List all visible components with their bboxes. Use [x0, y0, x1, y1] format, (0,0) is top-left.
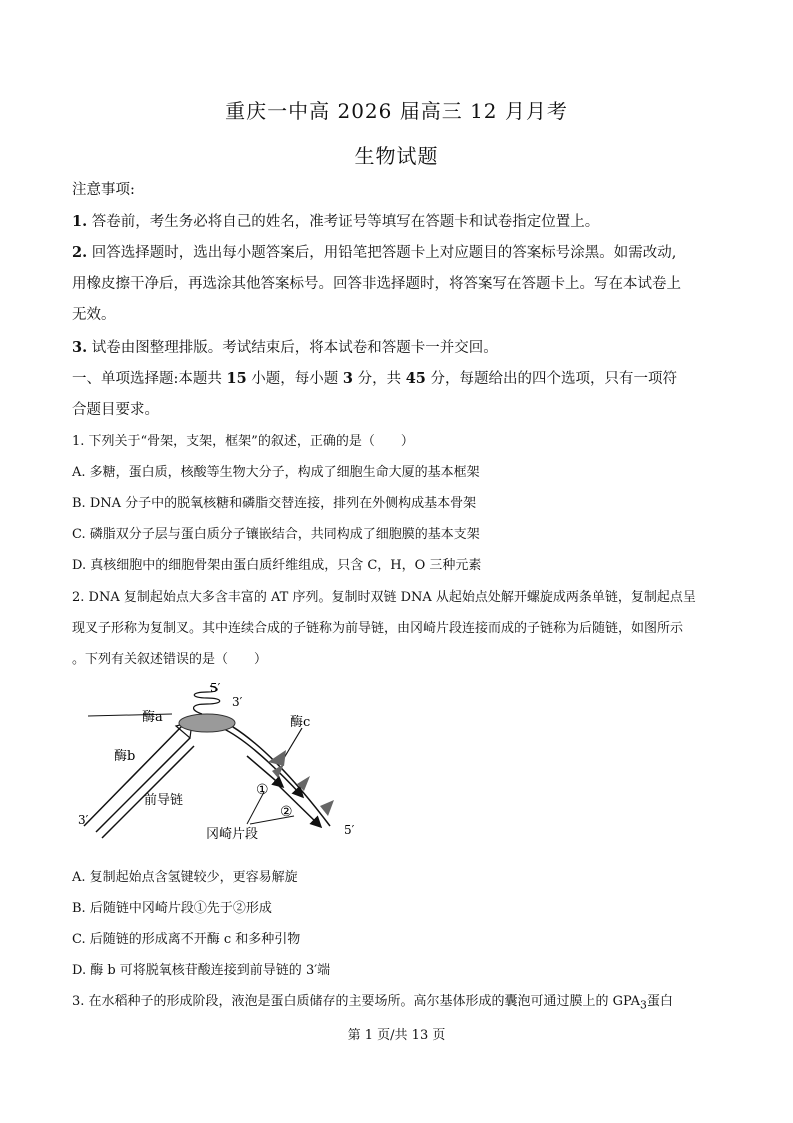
label-3prime-top: 3′	[232, 695, 243, 709]
parent-strand-left-outer	[84, 726, 182, 826]
note-2-text-a: 回答选择题时，选出每小题答案后，用铅笔把答题卡上对应题目的答案标号涂黑。如需改动,	[91, 245, 677, 261]
q1-option-b: B. DNA 分子中的脱氧核糖和磷脂交替连接，排列在外侧构成基本骨架	[72, 496, 477, 511]
note-1-number: 1.	[72, 213, 88, 230]
section-text-3: 分，共	[357, 371, 402, 387]
note-3-number: 3.	[72, 339, 88, 356]
q1-option-d: D. 真核细胞中的细胞骨架由蛋白质纤维组成，只含 C，H，O 三种元素	[72, 558, 482, 573]
label-enzyme-c: 酶c	[290, 715, 311, 730]
q1-option-c: C. 磷脂双分子层与蛋白质分子镶嵌结合，共同构成了细胞膜的基本支架	[72, 527, 480, 542]
q2-option-d: D. 酶 b 可将脱氧核苷酸连接到前导链的 3′端	[72, 963, 331, 978]
q3-stem-text: 3. 在水稻种子的形成阶段，液泡是蛋白质储存的主要场所。高尔基体形成的囊泡可通过膜上的 GPA	[72, 994, 640, 1009]
note-3	[72, 336, 732, 357]
q3-stem-text-end: 蛋白	[646, 994, 673, 1009]
q2-stem-line-3: 。下列有关叙述错误的是（ ）	[72, 652, 268, 667]
enzyme-c-pointer	[284, 728, 302, 758]
q3-stem-line-1	[72, 990, 732, 1012]
page-title: 重庆一中高 2026 届高三 12 月月考	[225, 99, 568, 123]
section-question-count: 15	[226, 370, 247, 387]
replication-fork-diagram	[72, 676, 372, 851]
label-fragment-1: ①	[256, 782, 269, 798]
section-text-4: 分，每题给出的四个选项，只有一项符	[430, 371, 678, 387]
note-2-number: 2.	[72, 244, 88, 261]
label-3prime-left: 3′	[78, 813, 89, 827]
label-leading-strand: 前导链	[144, 793, 184, 808]
q2-stem-line-2: 现叉子形称为复制叉。其中连续合成的子链称为前导链，由冈崎片段连接而成的子链称为后随链，如图所示	[72, 621, 684, 636]
section-text-2: 小题，每小题	[251, 371, 339, 387]
label-okazaki: 冈崎片段	[206, 827, 259, 842]
section-heading-line-1	[72, 367, 732, 388]
label-enzyme-a: 酶a	[142, 710, 163, 725]
section-text-1: 一、单项选择题:本题共	[72, 371, 222, 387]
replication-fork-figure	[72, 676, 372, 851]
q3-subscript: 3	[640, 998, 647, 1012]
q2-option-b: B. 后随链中冈崎片段①先于②形成	[72, 901, 272, 916]
section-heading-line-2: 合题目要求。	[72, 402, 159, 418]
primer-3	[320, 800, 334, 816]
q2-stem-line-1: 2. DNA 复制起始点大多含丰富的 AT 序列。复制时双链 DNA 从起始点处解开螺旋成两条单链，复制起点呈	[72, 590, 696, 605]
page-subtitle: 生物试题	[354, 144, 439, 168]
notes-heading: 注意事项:	[72, 182, 135, 198]
label-enzyme-b: 酶b	[114, 749, 136, 764]
q2-option-c: C. 后随链的形成离不开酶 c 和多种引物	[72, 932, 301, 947]
q1-stem: 1. 下列关于“骨架，支架，框架”的叙述，正确的是（ ）	[72, 434, 414, 449]
primer-2	[297, 776, 310, 791]
q2-option-a: A. 复制起始点含氢键较少，更容易解旋	[72, 870, 298, 885]
section-points-each: 3	[342, 370, 353, 387]
note-1	[72, 210, 732, 231]
label-5prime-top: 5′	[210, 681, 221, 695]
note-2-line-3: 无效。	[72, 307, 116, 323]
note-2-line-1	[72, 241, 732, 262]
note-3-text: 试卷由图整理排版。考试结束后，将本试卷和答题卡一并交回。	[91, 340, 498, 356]
leading-strand	[96, 738, 190, 832]
page-footer: 第 1 页/共 13 页	[347, 1028, 446, 1043]
note-2-line-2: 用橡皮擦干净后，再选涂其他答案标号。回答非选择题时，将答案写在答题卡上。写在本试卷上	[72, 276, 681, 292]
section-total-points: 45	[405, 370, 426, 387]
label-fragment-2: ②	[280, 804, 293, 820]
label-5prime-right: 5′	[344, 823, 355, 837]
enzyme-a	[179, 714, 235, 732]
note-1-text: 答卷前，考生务必将自己的姓名，准考证号等填写在答题卡和试卷指定位置上。	[91, 214, 600, 230]
q1-option-a: A. 多糖，蛋白质，核酸等生物大分子，构成了细胞生命大厦的基本框架	[72, 465, 480, 480]
